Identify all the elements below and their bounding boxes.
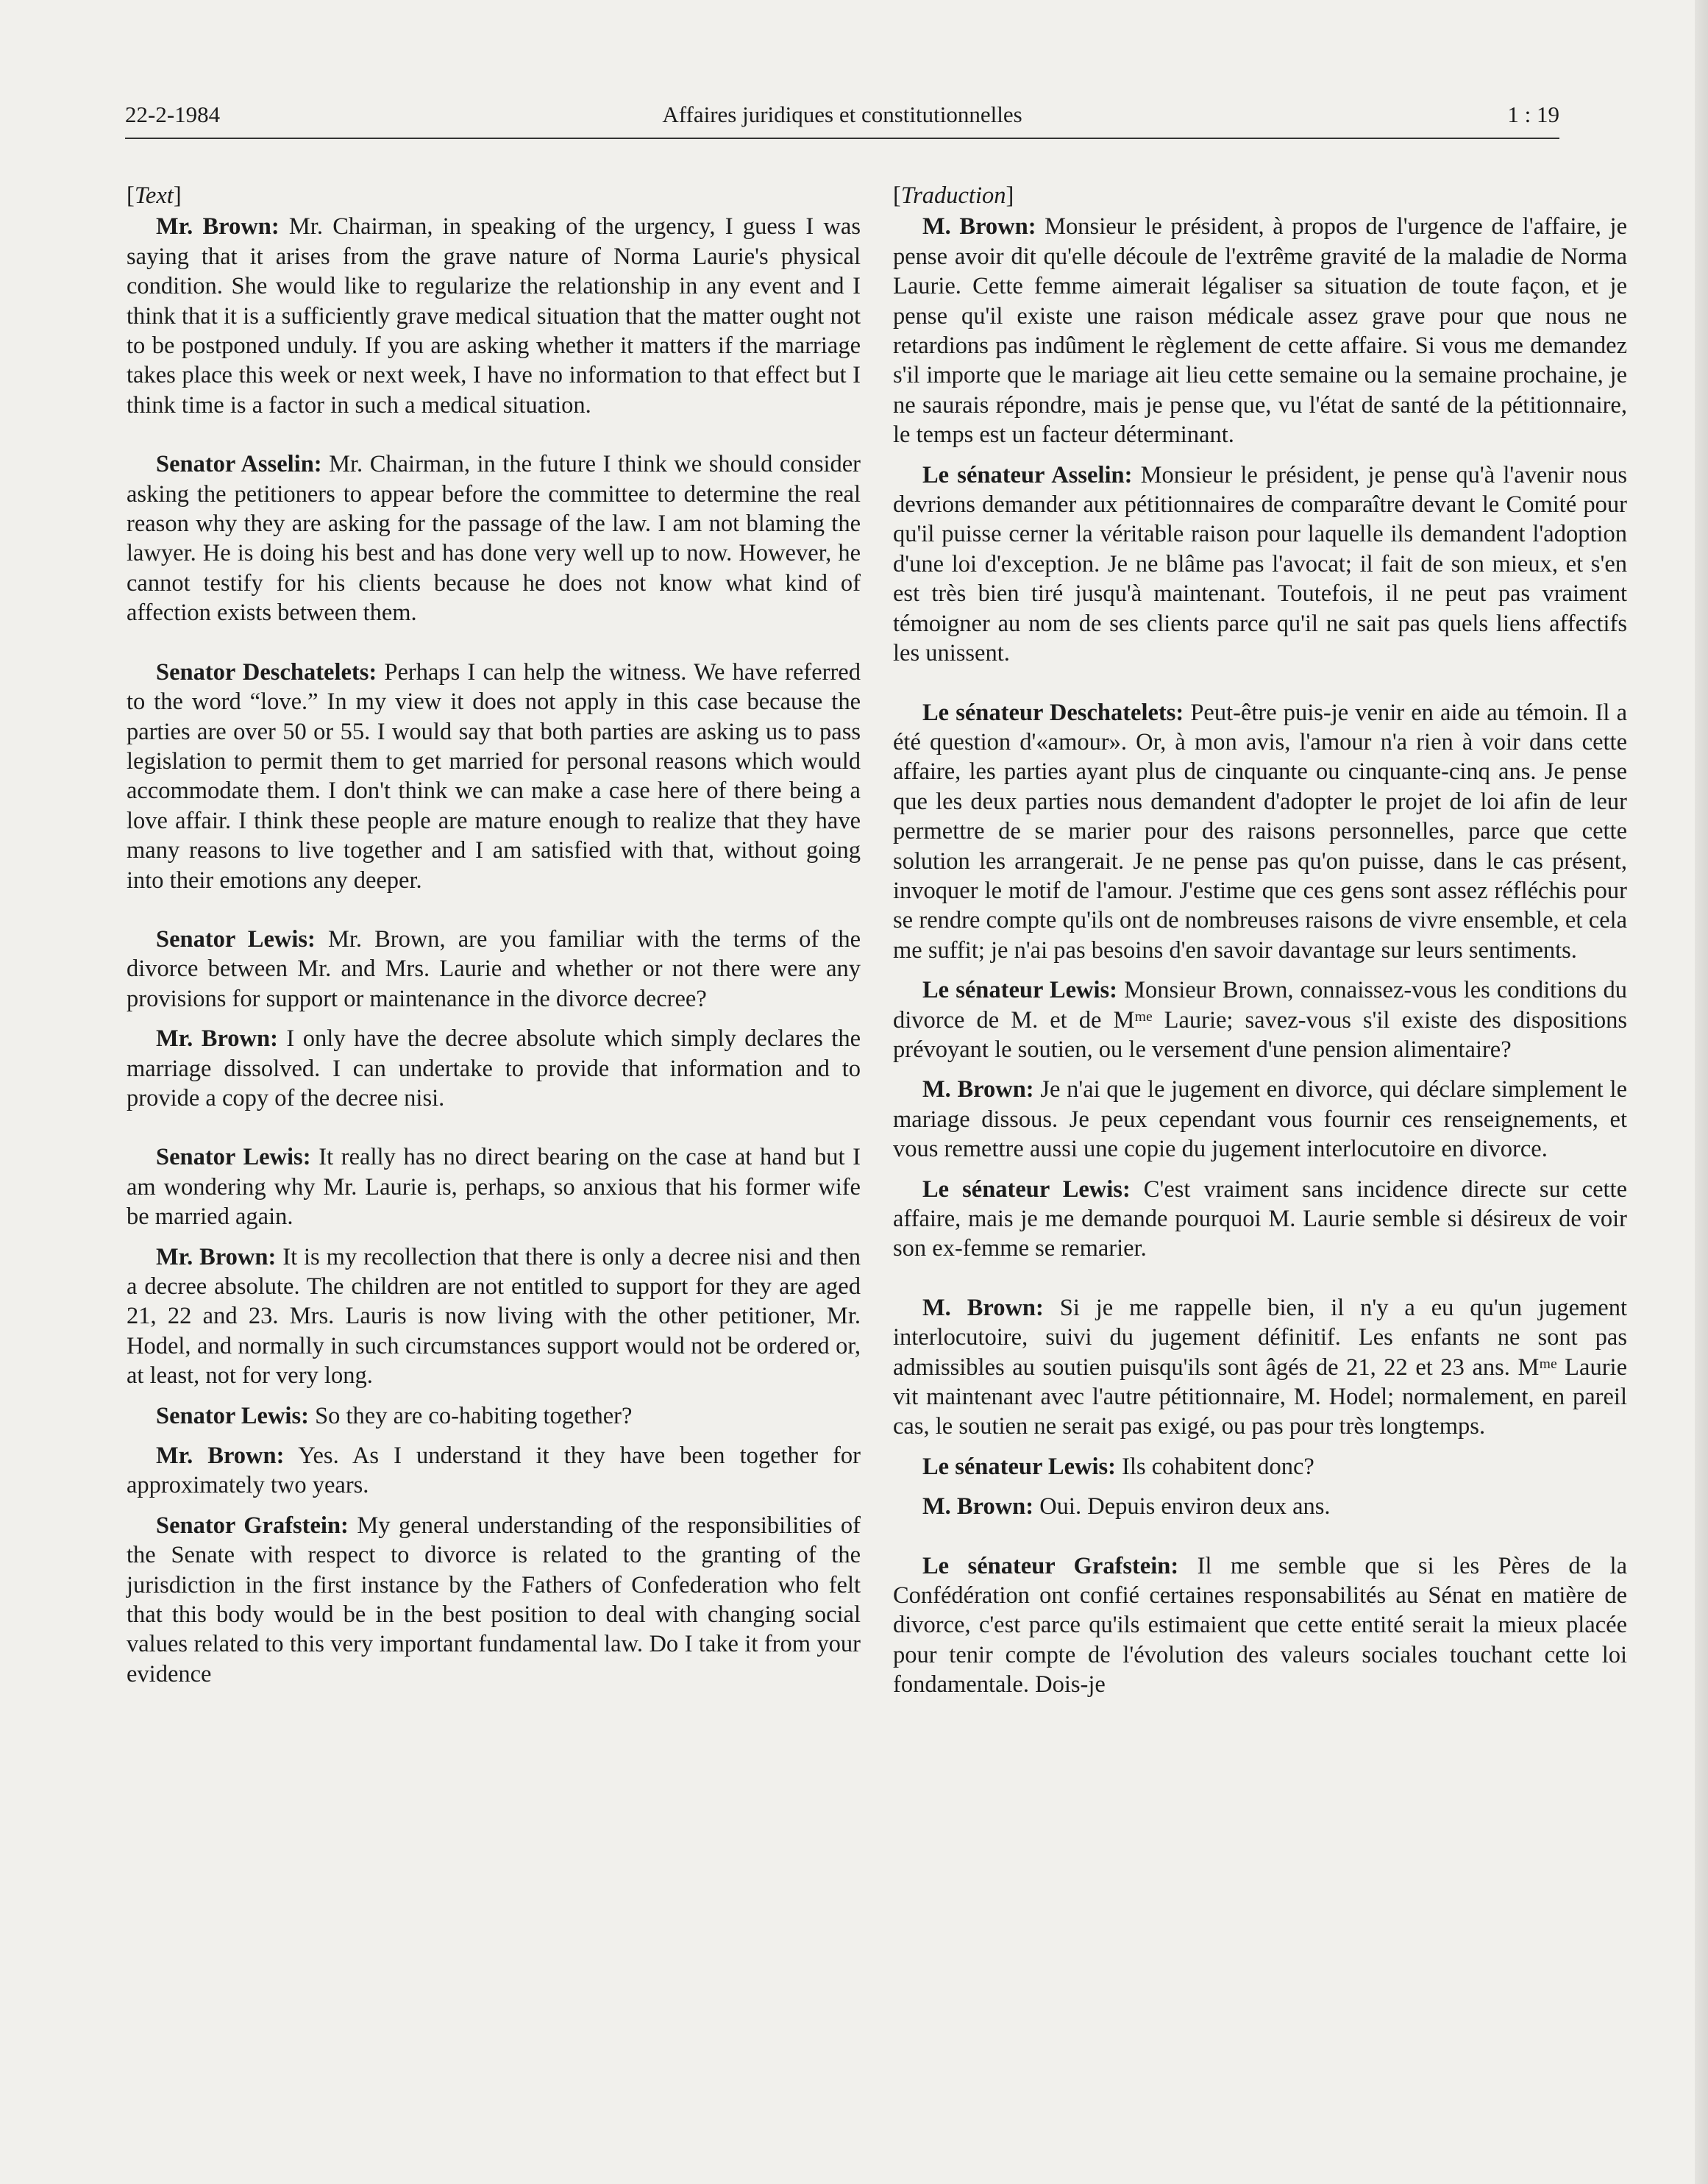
speech-text: So they are co-habiting together?	[308, 1402, 633, 1429]
speech-text: Mr. Brown, are you familiar with the terms of the divorce between Mr. and Mrs. Laurie and whether or not there were any provisions for support or maintenance in the divorce decree?	[127, 925, 861, 1012]
speech-text: Je n'ai que le jugement en divorce, qui déclare simplement le mariage dissous. Je peux cependant vous fournir ces renseignements, et vous remettre aussi une copie du jugement interlocutoire en divorce.	[893, 1076, 1627, 1163]
header-title: Affaires juridiques et constitutionnelles	[662, 102, 1022, 127]
french-column	[893, 181, 1627, 1710]
speech-text: Peut-être puis-je venir en aide au témoin. Il a été question d'«amour». Or, à mon avis, l'amour n'a rien à voir dans cette affaire, les parties ayant plus de cinquante ou cinquante-cinq ans. Je pense que les deux parties nous demandent d'adopter le projet de loi afin de leur permettre de se marier pour des raisons personnelles, parce que cette solution les arrangerait. Je ne pense pas qu'on puisse, dans le cas présent, invoquer le motif de l'amour. J'estime que ces gens sont assez réfléchis pour se rendre compte qu'ils ont de nombreuses raisons de vivre ensemble, et cela me suffit; je n'ai pas besoins d'en savoir davantage sur leurs sentiments.	[893, 699, 1627, 964]
column-heading: [Traduction]	[893, 182, 1014, 209]
speech-text: Ils cohabitent donc?	[1115, 1453, 1314, 1480]
speech-text: I only have the decree absolute which simply declares the marriage dissolved. I can undertake to provide that information and to provide a copy of the decree nisi.	[127, 1025, 861, 1111]
speech-text: Mr. Chairman, in the future I think we should consider asking the petitioners to appear before the committee to determine the real reason why they are asking for the passage of the law. I am not blaming the lawyer. He is doing his best and has done very well up to now. However, he cannot testify for his clients because he does not know what kind of affection exists between them.	[127, 451, 861, 627]
testimony-paragraph	[127, 925, 861, 1014]
testimony-paragraph	[127, 1401, 861, 1431]
speaker-name: Senator Lewis:	[156, 1144, 311, 1171]
testimony-paragraph	[893, 460, 1627, 669]
speech-text: Si je me rappelle bien, il n'y a eu qu'un jugement interlocutoire, suivi du jugement définitif. Les enfants ne sont pas admissibles au soutien puisqu'ils sont âgés de 21, 22 et 23 ans. Mᵐᵉ Laurie vit maintenant avec l'autre pétitionnaire, M. Hodel; normalement, en pareil cas, le soutien ne serait pas exigé, ou pas pour très longtemps.	[893, 1294, 1628, 1440]
speaker-name: Mr. Brown:	[156, 1243, 277, 1270]
speaker-name: M. Brown:	[922, 1294, 1044, 1321]
page-edge-shadow	[1695, 0, 1708, 2184]
speech-text: My general understanding of the responsibilities of the Senate with respect to divorce is related to the granting of the jurisdiction in the first instance by the Fathers of Confederation who felt that this body would be in the best position to deal with changing social values related to this very important fundamental law. Do I take it from your evidence	[127, 1512, 861, 1687]
english-column	[127, 181, 861, 1699]
column-heading-text: Text	[134, 182, 174, 209]
header-date: 22-2-1984	[125, 102, 221, 127]
testimony-paragraph	[127, 1142, 861, 1231]
speech-text: Perhaps I can help the witness. We have referred to the word “love.” In my view it does not apply in this case because the parties are over 50 or 55. I would say that both parties are asking us to pass legislation to permit them to get married for personal reasons which would accommodate them. I don't think we can make a case here of there being a love affair. I think these people are mature enough to realize that they have many reasons to live together and I am satisfied with that, without going into their emotions any deeper.	[127, 658, 861, 894]
speaker-name: M. Brown:	[922, 1076, 1034, 1103]
testimony-paragraph	[893, 698, 1627, 966]
speech-text: It is my recollection that there is only a decree nisi and then a decree absolute. The children are not entitled to support for they are aged 21, 22 and 23. Mrs. Lauris is now living with the other petitioner, Mr. Hodel, and normally in such circumstances support would not be ordered or, at least, not for very long.	[127, 1243, 861, 1390]
testimony-paragraph	[893, 212, 1627, 449]
testimony-paragraph	[127, 1024, 861, 1113]
speaker-name: Senator Deschatelets:	[156, 658, 377, 686]
speech-text: Monsieur Brown, connaissez-vous les conditions du divorce de M. et de Mᵐᵉ Laurie; savez-vous s'il existe des dispositions prévoyant le soutien, ou le versement d'une pension alimentaire?	[893, 977, 1628, 1063]
speaker-name: Le sénateur Deschatelets:	[922, 699, 1184, 726]
speech-text: Mr. Chairman, in speaking of the urgency, I guess I was saying that it arises from the grave nature of Norma Laurie's physical condition. She would like to regularize the relationship in any event and I think that it is a sufficiently grave medical situation that the matter ought not to be postponed unduly. If you are asking whether it matters if the marriage takes place this week or next week, I have no information to that effect but I think time is a factor in such a medical situation.	[127, 213, 861, 419]
column-heading-text: Traduction	[900, 182, 1006, 209]
speaker-name: Senator Lewis:	[156, 925, 316, 953]
speech-text: Yes. As I understand it they have been together for approximately two years.	[127, 1443, 861, 1499]
column-heading: [Text]	[127, 182, 182, 209]
speech-text: Il me semble que si les Pères de la Confédération ont confié certaines responsabilités au Sénat en matière de divorce, c'est parce qu'ils estimaient que cette entité serait la mieux placée pour tenir compte de l'évolution des valeurs sociales touchant cette loi fondamentale. Dois-je	[893, 1552, 1628, 1699]
running-header	[125, 102, 1559, 137]
speech-text: Monsieur le président, je pense qu'à l'avenir nous devrions demander aux pétitionnaires de comparaître devant le Comité pour qu'il puisse cerner la véritable raison pour laquelle ils demandent l'adoption d'une loi d'exception. Je ne blâme pas l'avocat; il fait de son mieux, et s'en est très bien tiré jusqu'à maintenant. Toutefois, il ne peut pas vraiment témoigner au nom de ses clients parce qu'il ne sait pas quels liens affectifs les unissent.	[893, 461, 1627, 667]
testimony-paragraph	[893, 1551, 1627, 1700]
speaker-name: Mr. Brown:	[156, 1443, 285, 1470]
testimony-paragraph	[893, 1492, 1627, 1521]
header-rule	[125, 138, 1559, 139]
speech-text: Monsieur le président, à propos de l'urgence de l'affaire, je pense avoir dit qu'elle découle de l'extrême gravité de la maladie de Norma Laurie. Cette femme aimerait légaliser sa situation de toute façon, et je pense qu'il existe une raison médicale assez grave pour que nous ne retardions pas indûment le règlement de cette affaire. Si vous me demandez s'il importe que le mariage ait lieu cette semaine ou la semaine prochaine, je ne saurais répondre, mais je pense que, vu l'état de santé de la pétitionnaire, le temps est un facteur déterminant.	[893, 213, 1627, 449]
testimony-paragraph	[893, 1175, 1627, 1264]
testimony-paragraph	[127, 212, 861, 420]
speaker-name: Le sénateur Grafstein:	[922, 1552, 1179, 1579]
speaker-name: Le sénateur Lewis:	[922, 1175, 1131, 1203]
testimony-paragraph	[893, 1452, 1627, 1482]
testimony-paragraph	[127, 1441, 861, 1501]
speaker-name: Mr. Brown:	[156, 1025, 278, 1053]
speaker-name: M. Brown:	[922, 1493, 1034, 1520]
testimony-paragraph	[127, 658, 861, 895]
speaker-name: Le sénateur Lewis:	[922, 977, 1118, 1004]
speaker-name: Senator Lewis:	[156, 1402, 309, 1429]
testimony-paragraph	[127, 1242, 861, 1391]
speaker-name: M. Brown:	[922, 213, 1036, 241]
speaker-name: Senator Grafstein:	[156, 1512, 349, 1539]
testimony-paragraph	[893, 1075, 1627, 1164]
speaker-name: Mr. Brown:	[156, 213, 280, 241]
testimony-paragraph	[893, 975, 1627, 1064]
testimony-paragraph	[127, 1511, 861, 1689]
speaker-name: Senator Asselin:	[156, 451, 322, 478]
speaker-name: Le sénateur Asselin:	[922, 461, 1133, 488]
testimony-paragraph	[127, 449, 861, 627]
speech-text: C'est vraiment sans incidence directe sur cette affaire, mais je me demande pourquoi M. Laurie semble si désireux de voir son ex-femme se remarier.	[893, 1175, 1628, 1262]
speech-text: Oui. Depuis environ deux ans.	[1033, 1493, 1331, 1520]
header-page-number: 1 : 19	[1507, 102, 1559, 127]
speech-text: It really has no direct bearing on the case at hand but I am wondering why Mr. Laurie is, perhaps, so anxious that his former wife be married again.	[127, 1144, 861, 1231]
speaker-name: Le sénateur Lewis:	[922, 1453, 1116, 1480]
testimony-paragraph	[893, 1293, 1627, 1442]
